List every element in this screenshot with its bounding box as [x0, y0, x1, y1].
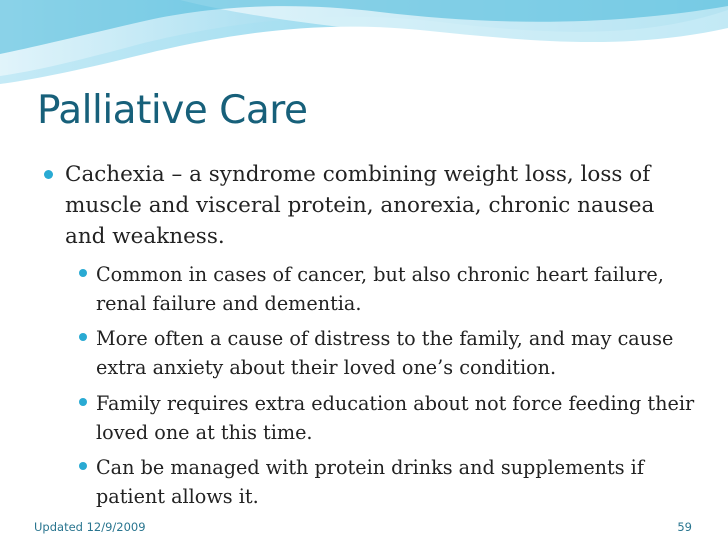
page-number: 59: [677, 520, 692, 534]
footer-date: Updated 12/9/2009: [34, 520, 146, 534]
sub-bullet-text: Common in cases of cancer, but also chronic heart failure, renal failure and dementia.: [96, 263, 664, 315]
sub-bullet-text: Family requires extra education about not force feeding their loved one at this time.: [96, 392, 695, 444]
bullet-icon: [79, 398, 87, 406]
bullet-icon: [79, 269, 87, 277]
bullet-icon: [79, 333, 87, 341]
sub-bullet-text: More often a cause of distress to the family, and may cause extra anxiety about their loved one’s condition.: [96, 327, 674, 379]
main-bullet-text: Cachexia – a syndrome combining weight loss, loss of muscle and visceral protein, anorexia, chronic nausea and weakness.: [65, 162, 655, 249]
bullet-icon: [44, 170, 53, 179]
slide-title: Palliative Care: [37, 88, 308, 133]
header-wave-decoration: [0, 0, 728, 90]
bullet-icon: [79, 462, 87, 470]
sub-bullet-text: Can be managed with protein drinks and supplements if patient allows it.: [96, 456, 644, 508]
